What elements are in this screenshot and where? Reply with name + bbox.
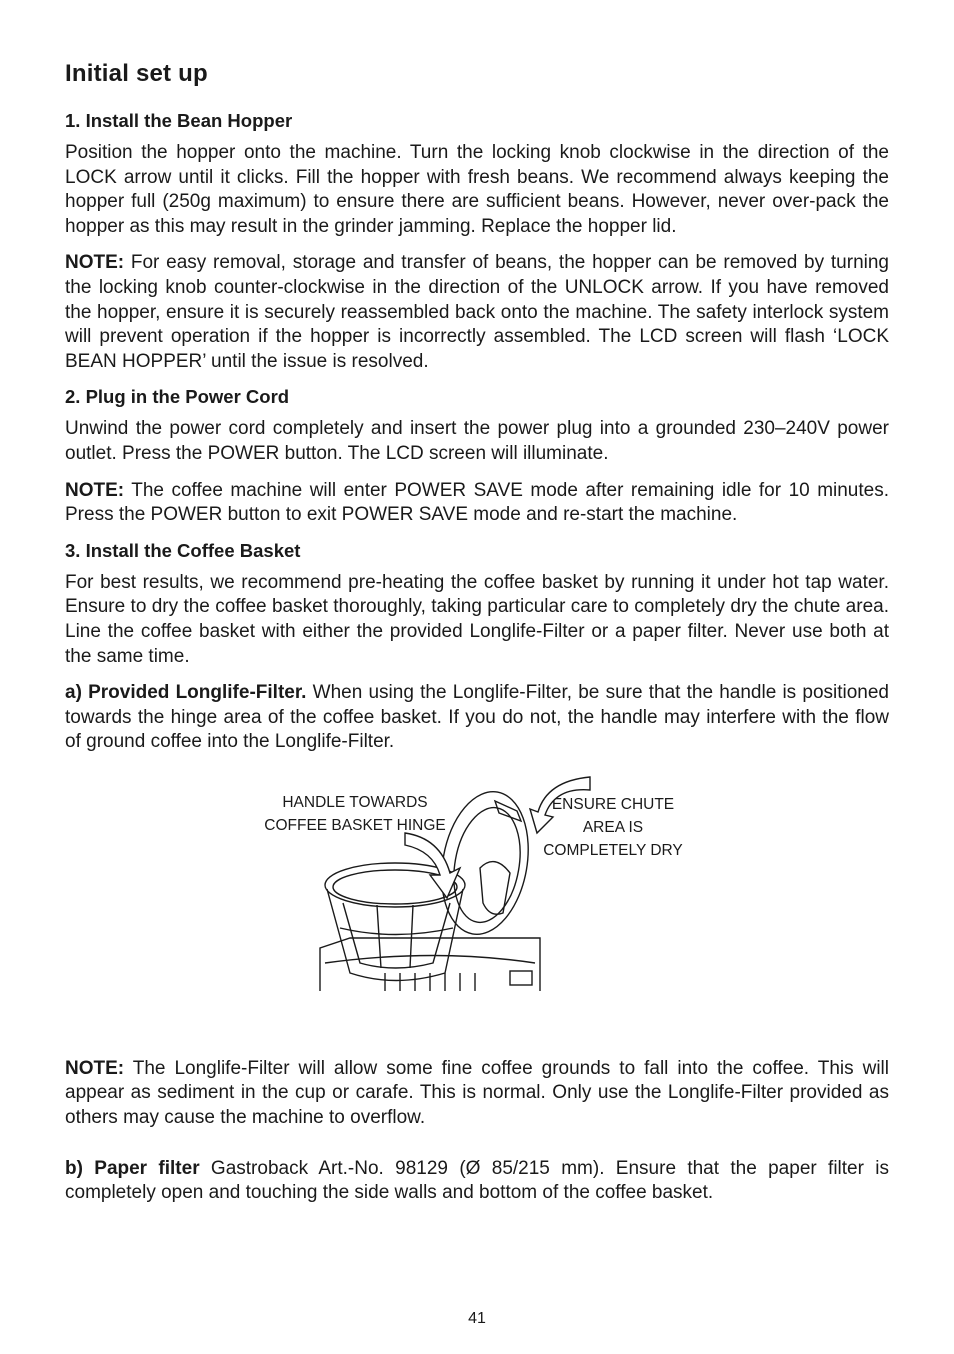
basket-mesh-band	[340, 928, 453, 935]
coffee-basket-drawing	[295, 773, 595, 1013]
note-text: For easy removal, storage and transfer of beans, the hopper can be removed by turning the locking knob counter-clockwise in the direction of the UNLOCK arrow. If you have removed the hopper, ensure it is securely reassembled back onto the machine. The safety interlock system will prevent operation if the hopper is incorrectly assembled. The LCD screen will flash ‘LOCK BEAN HOPPER’ until the issue is resolved.	[65, 252, 889, 372]
figure-label-line: AREA IS	[582, 818, 644, 836]
page-content	[65, 60, 889, 1218]
coffee-basket-illustration	[65, 773, 889, 1013]
note-label: NOTE:	[65, 252, 125, 274]
page-title: Initial set up	[65, 60, 208, 87]
note-label: NOTE:	[65, 479, 125, 501]
paragraph-coffee-basket: For best results, we recommend pre-heating the coffee basket by running it under hot tap water. Ensure to dry the coffee basket thoroughly, taking particular care to completely dry the chute area. Line the coffee basket with either the provided Longlife-Filter or a paper filter. Never use both at the same time.	[65, 571, 889, 667]
paragraph-longlife-filter	[65, 681, 889, 755]
paper-filter-text: Gastroback Art.-No. 98129 (Ø 85/215 mm). Ensure that the paper filter is completely open and touching the side walls and bottom of the coffee basket.	[65, 1157, 889, 1204]
note-text: The coffee machine will enter POWER SAVE mode after remaining idle for 10 minutes. Press the POWER button to exit POWER SAVE mode and re-start the machine.	[65, 479, 889, 526]
figure-label-line: COFFEE BASKET HINGE	[264, 816, 446, 834]
lid-latch	[495, 801, 521, 821]
longlife-filter-label: a) Provided Longlife-Filter.	[65, 682, 307, 704]
basket-rib	[377, 905, 381, 968]
paragraph-bean-hopper: Position the hopper onto the machine. Turn the locking knob clockwise in the direction of the LOCK arrow until it clicks. Fill the hopper with fresh beans. We recommend always keeping the hopper full (250g maximum) to ensure there are sufficient beans. However, never over-pack the hopper as this may result in the grinder jamming. Replace the hopper lid.	[65, 142, 889, 237]
arrow-chute-icon	[530, 777, 590, 833]
paragraph-paper-filter	[65, 1157, 889, 1206]
note-text: The Longlife-Filter will allow some fine coffee grounds to fall into the coffee. This will appear as sediment in the cup or carafe. This is normal. Only use the Longlife-Filter provided as others may cause the machine to overflow.	[65, 1057, 889, 1129]
section-heading-bean-hopper: 1. Install the Bean Hopper	[65, 110, 293, 131]
note-label: NOTE:	[65, 1057, 125, 1079]
chute	[480, 861, 510, 914]
machine-vents	[385, 973, 475, 991]
figure-label-line: HANDLE TOWARDS	[282, 793, 428, 811]
figure-label-line: COMPLETELY DRY	[543, 841, 683, 859]
note-longlife-filter	[65, 1057, 889, 1131]
note-power-cord	[65, 479, 889, 528]
section-heading-coffee-basket: 3. Install the Coffee Basket	[65, 539, 301, 561]
machine-rim	[325, 955, 535, 963]
paragraph-power-cord: Unwind the power cord completely and insert the power plug into a grounded 230–240V power outlet. Press the POWER button. The LCD screen will illuminate.	[65, 418, 889, 464]
control-grid	[510, 971, 532, 985]
longlife-filter-text: When using the Longlife-Filter, be sure that the handle is positioned towards the hinge area of the coffee basket. If you do not, the handle may interfere with the flow of ground coffee into the Longlife-Filter.	[65, 682, 889, 753]
arrow-handle-icon	[405, 833, 460, 898]
basket-lid	[431, 785, 539, 941]
basket-rib	[410, 905, 413, 968]
section-heading-power-cord: 2. Plug in the Power Cord	[65, 386, 290, 408]
basket-mesh	[343, 903, 450, 968]
spacer	[65, 1143, 889, 1157]
note-bean-hopper	[65, 251, 889, 374]
page-number: 41	[468, 1310, 486, 1327]
paper-filter-label: b) Paper filter	[65, 1157, 200, 1179]
figure-label-line: ENSURE CHUTE	[551, 795, 675, 813]
